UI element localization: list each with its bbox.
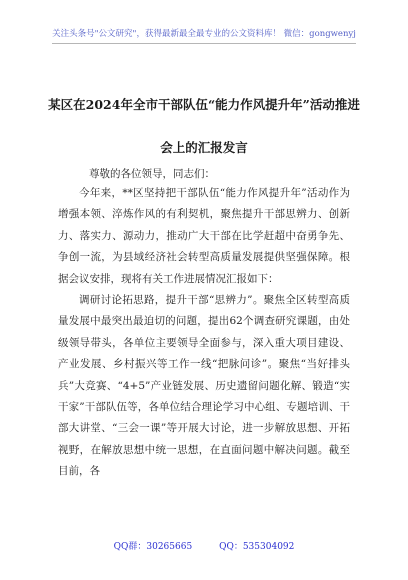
page-header: 关注头条号"公文研究"，获得最新最全最专业的公文资料库！ 微信：gongwenyj [52,29,356,39]
salutation: 尊敬的各位领导，同志们： [89,168,215,180]
body-paragraph-1: 今年来，**区坚持把干部队伍“能力作风提升年”活动作为增强本领、淬炼作风的有利契机，聚焦提升干部思辨力、创新力、落实力、源动力，推动广大干部在比学赶超中奋勇争先、争创一流，为县域经济社会转型高质量发展提供坚强保障。根据会议安排，现将有关工作进展情况汇报如下： [58,187,350,285]
body-paragraph-2: 调研讨论拓思路，提升干部“思辨力”。聚焦全区转型高质量发展中最突出最迫切的问题，提出62个调查研究课题，由处级领导带头，各单位主要领导全面参与，深入重大项目建设、产业发展、乡村振兴等工作一线“把脉问诊”。聚焦“当好排头兵”大竞赛、“4+5”产业链发展、历史遗留问题化解、锻造“实干家”干部队伍等，各单位结合理论学习中心组、专题培训、干部大讲堂、“三会一课”等开展大讨论，进一步解放思想、开拓视野，在解放思想中统一思想，在直面问题中解决问题。截至目前，各 [58,294,350,478]
page-footer [0,541,408,553]
footer-qq-number: QQ：535304092 [219,542,295,552]
document-title-line-1: 某区在2024年全市干部队伍“能力作风提升年”活动推进 [48,97,360,112]
footer-qq-group: QQ群：30265665 [113,542,193,552]
document-title-line-2: 会上的汇报发言 [160,140,248,155]
header-divider [52,43,356,44]
